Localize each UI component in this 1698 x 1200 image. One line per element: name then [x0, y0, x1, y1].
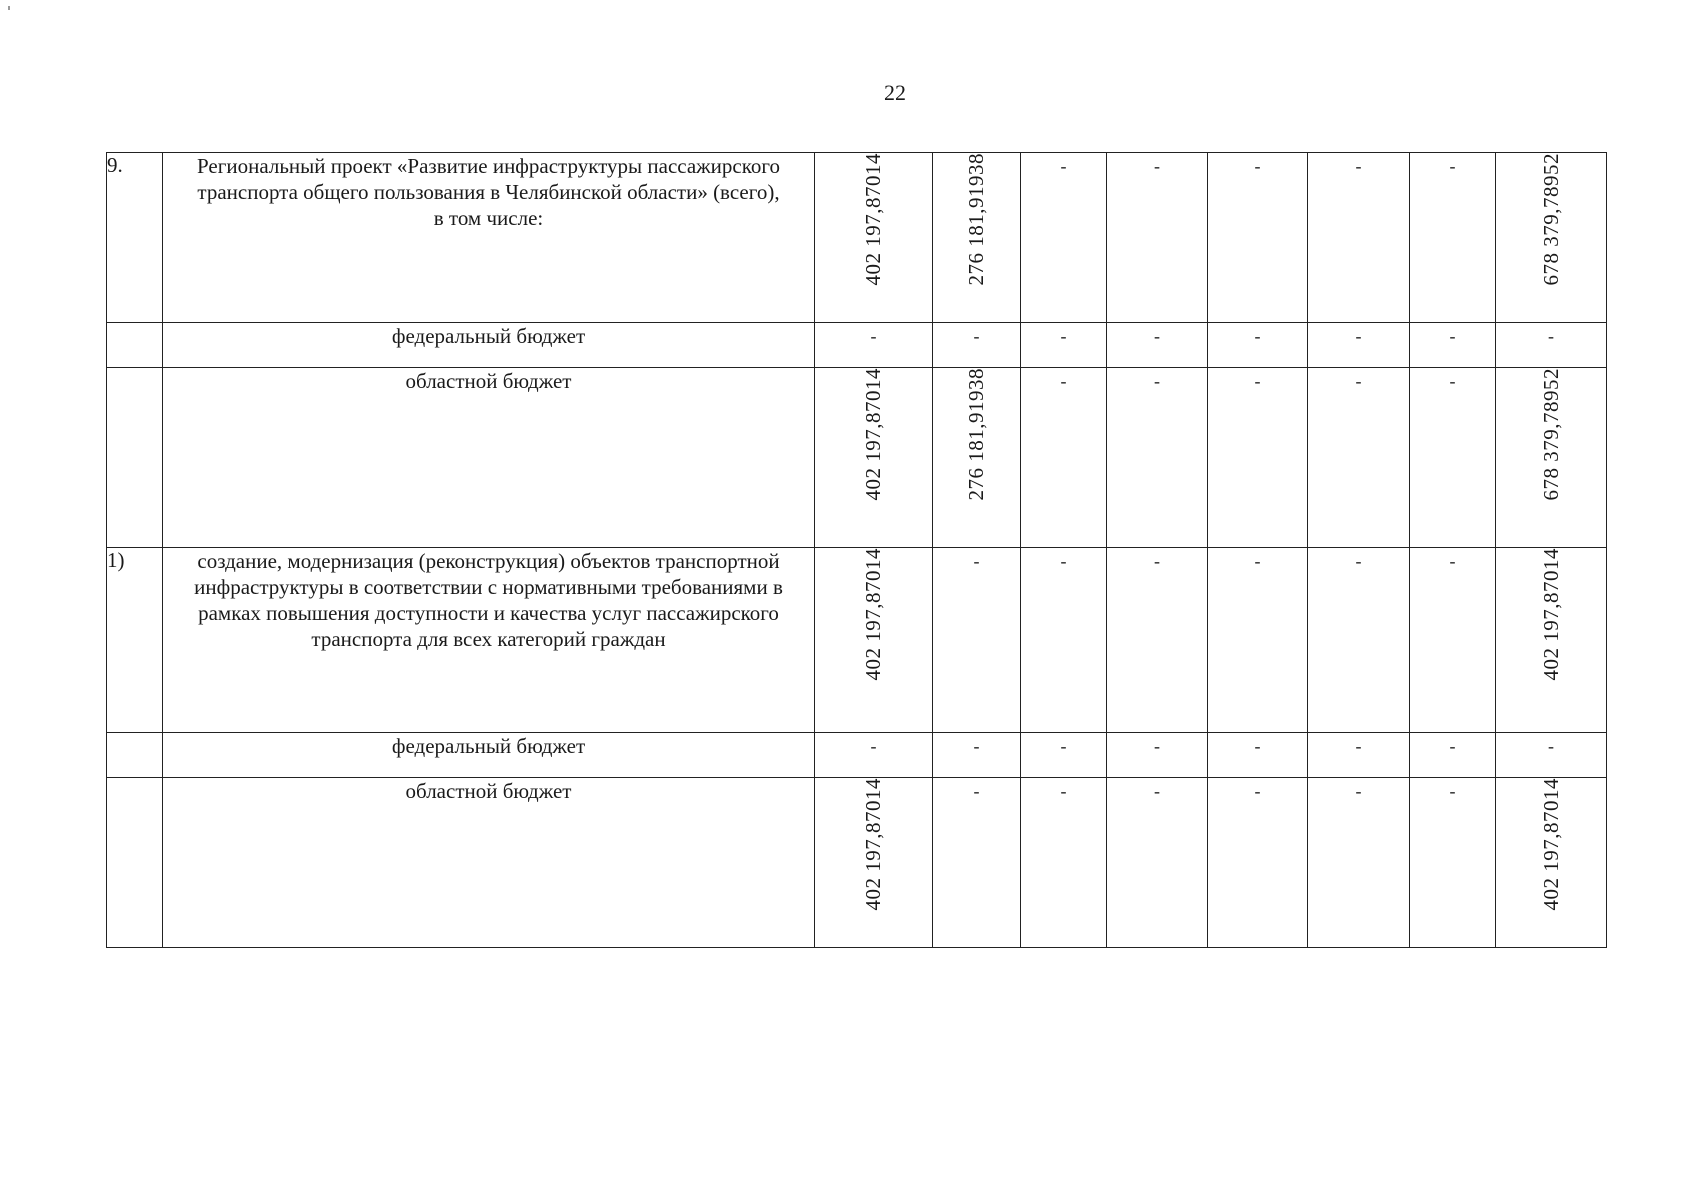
- value-cell: [1208, 548, 1308, 733]
- row-number-cell: [107, 733, 163, 778]
- value-cell: [933, 368, 1021, 548]
- value-cell: [1496, 153, 1607, 323]
- value-cell: [815, 733, 933, 778]
- value-cell: [1308, 778, 1410, 948]
- value-cell: [1021, 548, 1107, 733]
- value-cell: [1308, 733, 1410, 778]
- empty-value-dash: -: [1254, 781, 1261, 801]
- empty-value-dash: -: [1154, 156, 1160, 176]
- value-cell: [815, 153, 933, 323]
- value-cell: [1410, 548, 1496, 733]
- amount-value: 276 181,91938: [964, 153, 988, 286]
- amount-value: 402 197,87014: [1538, 548, 1563, 681]
- amount-value: 402 197,87014: [861, 368, 885, 501]
- value-cell: [1208, 153, 1308, 323]
- row-number: 9.: [107, 153, 123, 177]
- table-row: [107, 778, 1607, 948]
- value-cell: [1208, 368, 1308, 548]
- row-number-cell: [107, 548, 163, 733]
- row-description-cell: [163, 733, 815, 778]
- value-cell: [1308, 153, 1410, 323]
- empty-value-dash: -: [1449, 781, 1456, 801]
- amount-value: 402 197,87014: [861, 548, 885, 681]
- table-row: [107, 368, 1607, 548]
- empty-value-dash: -: [1154, 736, 1160, 756]
- table-body: [107, 153, 1607, 948]
- empty-value-dash: -: [973, 781, 980, 801]
- row-number-cell: [107, 368, 163, 548]
- empty-value-dash: -: [1449, 326, 1456, 346]
- empty-value-dash: -: [1449, 551, 1456, 571]
- value-cell: [1107, 153, 1208, 323]
- value-cell: [1107, 733, 1208, 778]
- amount-value: 402 197,87014: [861, 153, 885, 286]
- value-cell: [1496, 778, 1607, 948]
- row-description: федеральный бюджет: [391, 324, 586, 348]
- value-cell: [1308, 323, 1410, 368]
- row-description: областной бюджет: [405, 779, 572, 803]
- value-cell: [1021, 323, 1107, 368]
- budget-table: [106, 152, 1607, 948]
- scan-mark: [8, 6, 10, 10]
- empty-value-dash: -: [973, 551, 980, 571]
- value-cell: [933, 548, 1021, 733]
- value-cell: [1021, 153, 1107, 323]
- table-row: [107, 323, 1607, 368]
- empty-value-dash: -: [1449, 736, 1456, 756]
- value-cell: [1496, 548, 1607, 733]
- value-cell: [1410, 733, 1496, 778]
- empty-value-dash: -: [870, 736, 877, 756]
- value-cell: [815, 778, 933, 948]
- value-cell: [1410, 368, 1496, 548]
- row-description-cell: [163, 323, 815, 368]
- value-cell: [1308, 368, 1410, 548]
- value-cell: [933, 778, 1021, 948]
- empty-value-dash: -: [1355, 736, 1362, 756]
- row-description-cell: [163, 548, 815, 733]
- row-number-cell: [107, 323, 163, 368]
- row-description: создание, модернизация (реконструкция) объектов транспортной инфраструктуры в соответствии с нормативными требованиями в рамках повышения доступности и качества услуг пассажирского транспорта для всех категорий граждан: [194, 549, 783, 651]
- empty-value-dash: -: [1060, 156, 1067, 176]
- empty-value-dash: -: [1254, 551, 1261, 571]
- empty-value-dash: -: [1060, 371, 1067, 391]
- page-number: 22: [884, 80, 906, 105]
- value-cell: [1021, 778, 1107, 948]
- row-number-cell: [107, 778, 163, 948]
- value-cell: [933, 733, 1021, 778]
- amount-value: 678 379,78952: [1538, 153, 1563, 286]
- value-cell: [1410, 778, 1496, 948]
- value-cell: [1021, 368, 1107, 548]
- row-description: областной бюджет: [405, 369, 572, 393]
- empty-value-dash: -: [973, 326, 980, 346]
- value-cell: [1021, 733, 1107, 778]
- value-cell: [1410, 323, 1496, 368]
- amount-value: 276 181,91938: [964, 368, 988, 501]
- table-row: [107, 153, 1607, 323]
- empty-value-dash: -: [1060, 781, 1067, 801]
- value-cell: [1410, 153, 1496, 323]
- row-description: Региональный проект «Развитие инфраструктуры пассажирского транспорта общего пользования в Челябинской области» (всего), в том числе:: [197, 154, 780, 230]
- empty-value-dash: -: [1355, 551, 1362, 571]
- empty-value-dash: -: [1154, 326, 1160, 346]
- empty-value-dash: -: [1548, 736, 1554, 756]
- value-cell: [1107, 368, 1208, 548]
- amount-value: 678 379,78952: [1538, 368, 1563, 501]
- table-row: [107, 733, 1607, 778]
- value-cell: [1107, 548, 1208, 733]
- value-cell: [1308, 548, 1410, 733]
- value-cell: [1208, 778, 1308, 948]
- empty-value-dash: -: [973, 736, 980, 756]
- value-cell: [815, 548, 933, 733]
- empty-value-dash: -: [1548, 326, 1554, 346]
- empty-value-dash: -: [1060, 736, 1067, 756]
- value-cell: [1496, 733, 1607, 778]
- value-cell: [1208, 733, 1308, 778]
- amount-value: 402 197,87014: [1538, 778, 1563, 911]
- row-description-cell: [163, 368, 815, 548]
- empty-value-dash: -: [1254, 156, 1261, 176]
- empty-value-dash: -: [1060, 326, 1067, 346]
- empty-value-dash: -: [1355, 326, 1362, 346]
- empty-value-dash: -: [1154, 551, 1160, 571]
- value-cell: [933, 153, 1021, 323]
- value-cell: [1496, 323, 1607, 368]
- table-row: [107, 548, 1607, 733]
- row-description: федеральный бюджет: [391, 734, 586, 758]
- row-number-cell: [107, 153, 163, 323]
- amount-value: 402 197,87014: [861, 778, 885, 911]
- empty-value-dash: -: [1254, 326, 1261, 346]
- row-description-cell: [163, 153, 815, 323]
- value-cell: [1107, 323, 1208, 368]
- empty-value-dash: -: [1449, 371, 1456, 391]
- value-cell: [815, 323, 933, 368]
- value-cell: [1496, 368, 1607, 548]
- empty-value-dash: -: [1154, 781, 1160, 801]
- row-number: 1): [107, 548, 125, 572]
- empty-value-dash: -: [1355, 371, 1362, 391]
- empty-value-dash: -: [1060, 551, 1067, 571]
- empty-value-dash: -: [1449, 156, 1456, 176]
- empty-value-dash: -: [870, 326, 877, 346]
- row-description-cell: [163, 778, 815, 948]
- value-cell: [1107, 778, 1208, 948]
- value-cell: [815, 368, 933, 548]
- value-cell: [1208, 323, 1308, 368]
- empty-value-dash: -: [1154, 371, 1160, 391]
- empty-value-dash: -: [1355, 156, 1362, 176]
- value-cell: [933, 323, 1021, 368]
- empty-value-dash: -: [1254, 371, 1261, 391]
- empty-value-dash: -: [1254, 736, 1261, 756]
- empty-value-dash: -: [1355, 781, 1362, 801]
